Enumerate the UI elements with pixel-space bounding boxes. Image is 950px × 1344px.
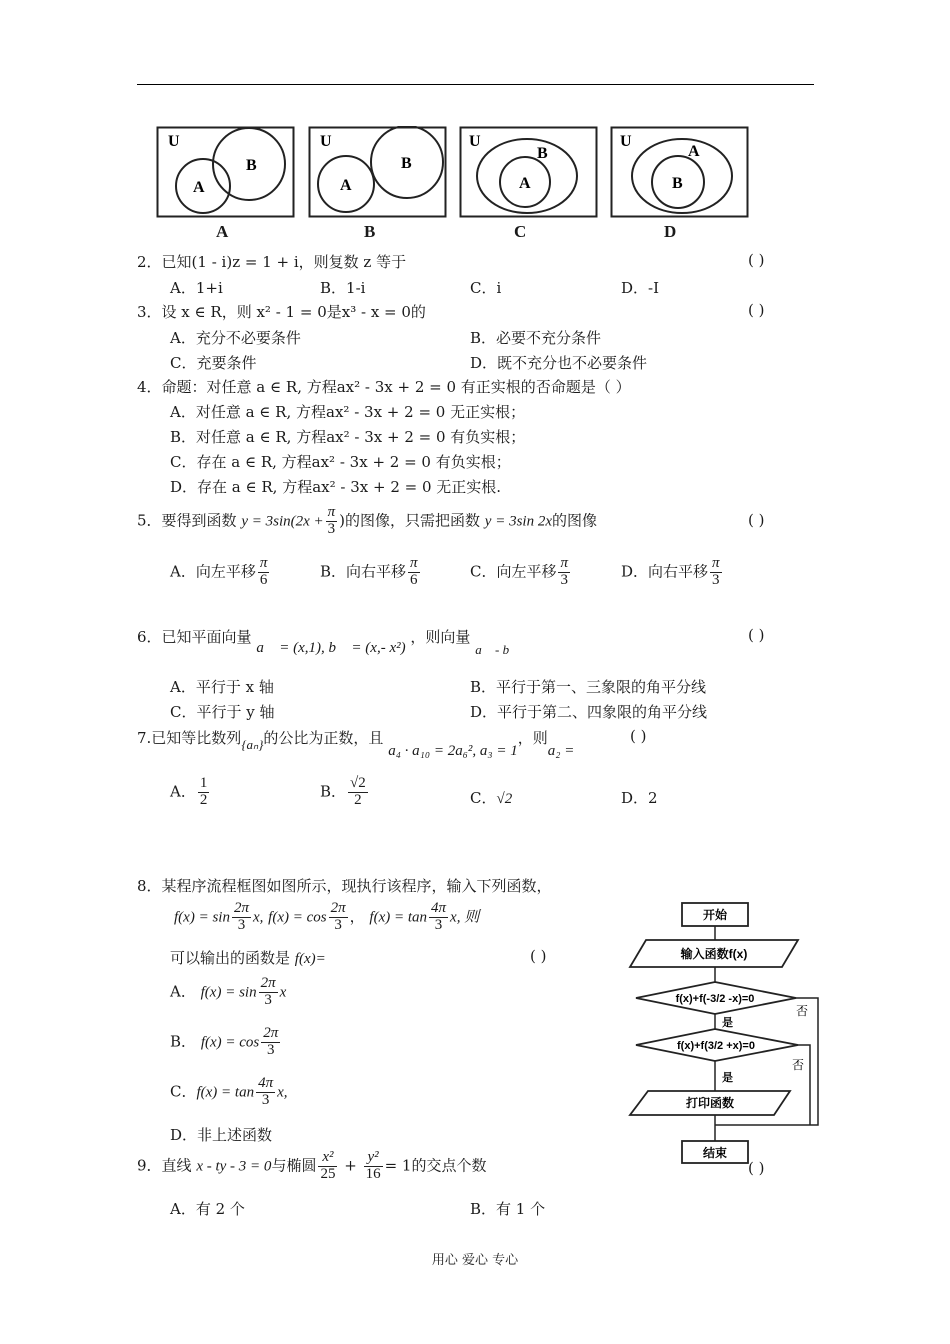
- q3-option-d: D．既不充分也不必要条件: [470, 354, 648, 372]
- q7-option-d: D．2: [621, 789, 658, 807]
- venn-a-set-b: B: [246, 157, 257, 174]
- q3-option-b: B．必要不充分条件: [470, 329, 602, 347]
- q6-option-d: D．平行于第二、四象限的角平分线: [470, 703, 708, 721]
- flow-input: 输入函数f(x): [680, 947, 748, 961]
- q2-option-b: B．1-i: [320, 279, 366, 297]
- q6-option-a: A．平行于 x 轴: [170, 678, 274, 696]
- page-footer: 用心 爱心 专心: [431, 1253, 519, 1268]
- q5-option-d: D．向右平移 $\frac{\pi}{3}$: [621, 555, 720, 588]
- q5-option-b: B．向右平移 $\frac{\pi}{6}$: [320, 555, 418, 588]
- q2-option-c: C．i: [470, 279, 502, 297]
- flow-cond1: f(x)+f(-3/2 -x)=0: [675, 993, 755, 1005]
- q4-option-c: C．存在 a ∈ R, 方程ax² - 3x + 2 = 0 有负实根；: [170, 453, 511, 471]
- q5-option-a: A．向左平移 $\frac{\pi}{6}$: [170, 555, 268, 588]
- q2-answer-paren: ( ): [748, 251, 765, 269]
- q8-option-c: C．f(x) = tan $\frac{4\pi}{3}$ x,: [170, 1075, 288, 1108]
- q7-stem: 7.已知等比数列{aₙ}的公比为正数，且 a₄ · a₁₀ = 2a₆², a₃ = 1，则a₂ =: [137, 729, 575, 759]
- q4-stem: 4．命题：对任意 a ∈ R, 方程ax² - 3x + 2 = 0 有正实根的否命题是（ ）: [137, 378, 631, 396]
- q8-funcs: f(x) = sin $\frac{2\pi}{3}$ x, f(x) = cos $\frac{2\pi}{3}$ ， f(x) = tan $\frac{4\pi}{3}$ x, 则: [174, 900, 480, 933]
- q4-option-a: A．对任意 a ∈ R, 方程ax² - 3x + 2 = 0 无正实根；: [170, 403, 526, 421]
- flow-start: 开始: [702, 908, 728, 922]
- q2-option-a: A．1+i: [170, 279, 223, 297]
- q8-answer-paren: ( ): [530, 947, 547, 965]
- flow-yes1: 是: [722, 1017, 733, 1029]
- flow-cond2: f(x)+f(3/2 +x)=0: [677, 1040, 755, 1052]
- venn-label-c: C: [514, 222, 527, 241]
- flow-no1: 否: [796, 1004, 809, 1018]
- venn-label-b: B: [364, 222, 376, 241]
- flowchart: [618, 893, 826, 1179]
- q8-option-a: A． f(x) = sin $\frac{2\pi}{3}$ x: [170, 975, 287, 1008]
- venn-a-set-a: A: [193, 179, 205, 196]
- venn-diagram-d: [610, 126, 749, 218]
- venn-a-universe: U: [168, 133, 180, 150]
- svg-text:A: A: [519, 175, 531, 192]
- q9-option-b: B．有 1 个: [470, 1200, 546, 1218]
- header-rule: [137, 84, 814, 85]
- q5-stem: 5．要得到函数 y = 3sin(2x + $\frac{\pi}{3}$ )的图像，只需把函数 y = 3sin 2x的图像: [137, 504, 598, 537]
- q6-stem: 6．已知平面向量 a⃗ = (x,1), b⃗ = (x,- x²) ，则向量 a⃗ - b⃗: [137, 628, 520, 657]
- svg-text:B: B: [672, 175, 683, 192]
- q3-option-c: C．充要条件: [170, 354, 257, 372]
- q9-stem: 9．直线 x - ty - 3 = 0与椭圆 $\frac{\text{x²}}{25}$ + $\frac{\text{y²}}{16}$ = 1的交点个数: [137, 1149, 487, 1182]
- flow-no2: 否: [792, 1058, 805, 1072]
- q5-option-c: C．向左平移 $\frac{\pi}{3}$: [470, 555, 568, 588]
- q9-option-a: A．有 2 个: [170, 1200, 245, 1218]
- q3-answer-paren: ( ): [748, 301, 765, 319]
- q9-answer-paren: ( ): [748, 1159, 765, 1177]
- q2-option-d: D．-I: [621, 279, 660, 297]
- venn-diagram-b: [308, 126, 447, 218]
- q5-stem-fraction: $\frac{\pi}{3}$: [327, 504, 336, 537]
- venn-label-d: D: [664, 222, 677, 241]
- q6-option-b: B．平行于第一、三象限的角平分线: [470, 678, 707, 696]
- svg-text:A: A: [688, 143, 700, 160]
- svg-text:B: B: [401, 155, 412, 172]
- svg-text:U: U: [620, 133, 632, 150]
- q8-line3: 可以输出的函数是 f(x)=: [170, 949, 326, 967]
- svg-text:U: U: [320, 133, 332, 150]
- q8-stem: 8．某程序流程框图如图所示，现执行该程序，输入下列函数，: [137, 877, 552, 895]
- q2-stem: 2．已知(1 - i)z = 1 + i，则复数 z 等于: [137, 253, 407, 271]
- q4-option-d: D．存在 a ∈ R, 方程ax² - 3x + 2 = 0 无正实根.: [170, 478, 502, 496]
- venn-label-a: A: [216, 222, 229, 241]
- venn-diagram-c: [459, 126, 598, 218]
- q6-option-c: C．平行于 y 轴: [170, 703, 275, 721]
- q6-answer-paren: ( ): [748, 626, 765, 644]
- q8-option-b: B． f(x) = cos $\frac{2\pi}{3}$: [170, 1025, 279, 1058]
- q7-option-b: B． $\frac{√2}{2}$: [320, 775, 366, 808]
- venn-diagram-a: [156, 126, 295, 218]
- svg-text:B: B: [537, 145, 548, 162]
- svg-text:U: U: [469, 133, 481, 150]
- q7-option-c: C．√2: [470, 789, 513, 807]
- svg-text:A: A: [340, 177, 352, 194]
- flow-end: 结束: [702, 1146, 728, 1160]
- q5-answer-paren: ( ): [748, 511, 765, 529]
- flow-print: 打印函数: [685, 1096, 735, 1110]
- q3-stem: 3．设 x ∈ R，则 x² - 1 = 0是x³ - x = 0的: [137, 303, 426, 321]
- q4-option-b: B．对任意 a ∈ R, 方程ax² - 3x + 2 = 0 有负实根；: [170, 428, 526, 446]
- q3-option-a: A．充分不必要条件: [170, 329, 301, 347]
- flow-yes2: 是: [722, 1072, 733, 1084]
- q8-option-d: D．非上述函数: [170, 1126, 273, 1144]
- q7-answer-paren: ( ): [630, 727, 647, 745]
- q7-option-a: A． $\frac{1}{2}$: [170, 775, 208, 808]
